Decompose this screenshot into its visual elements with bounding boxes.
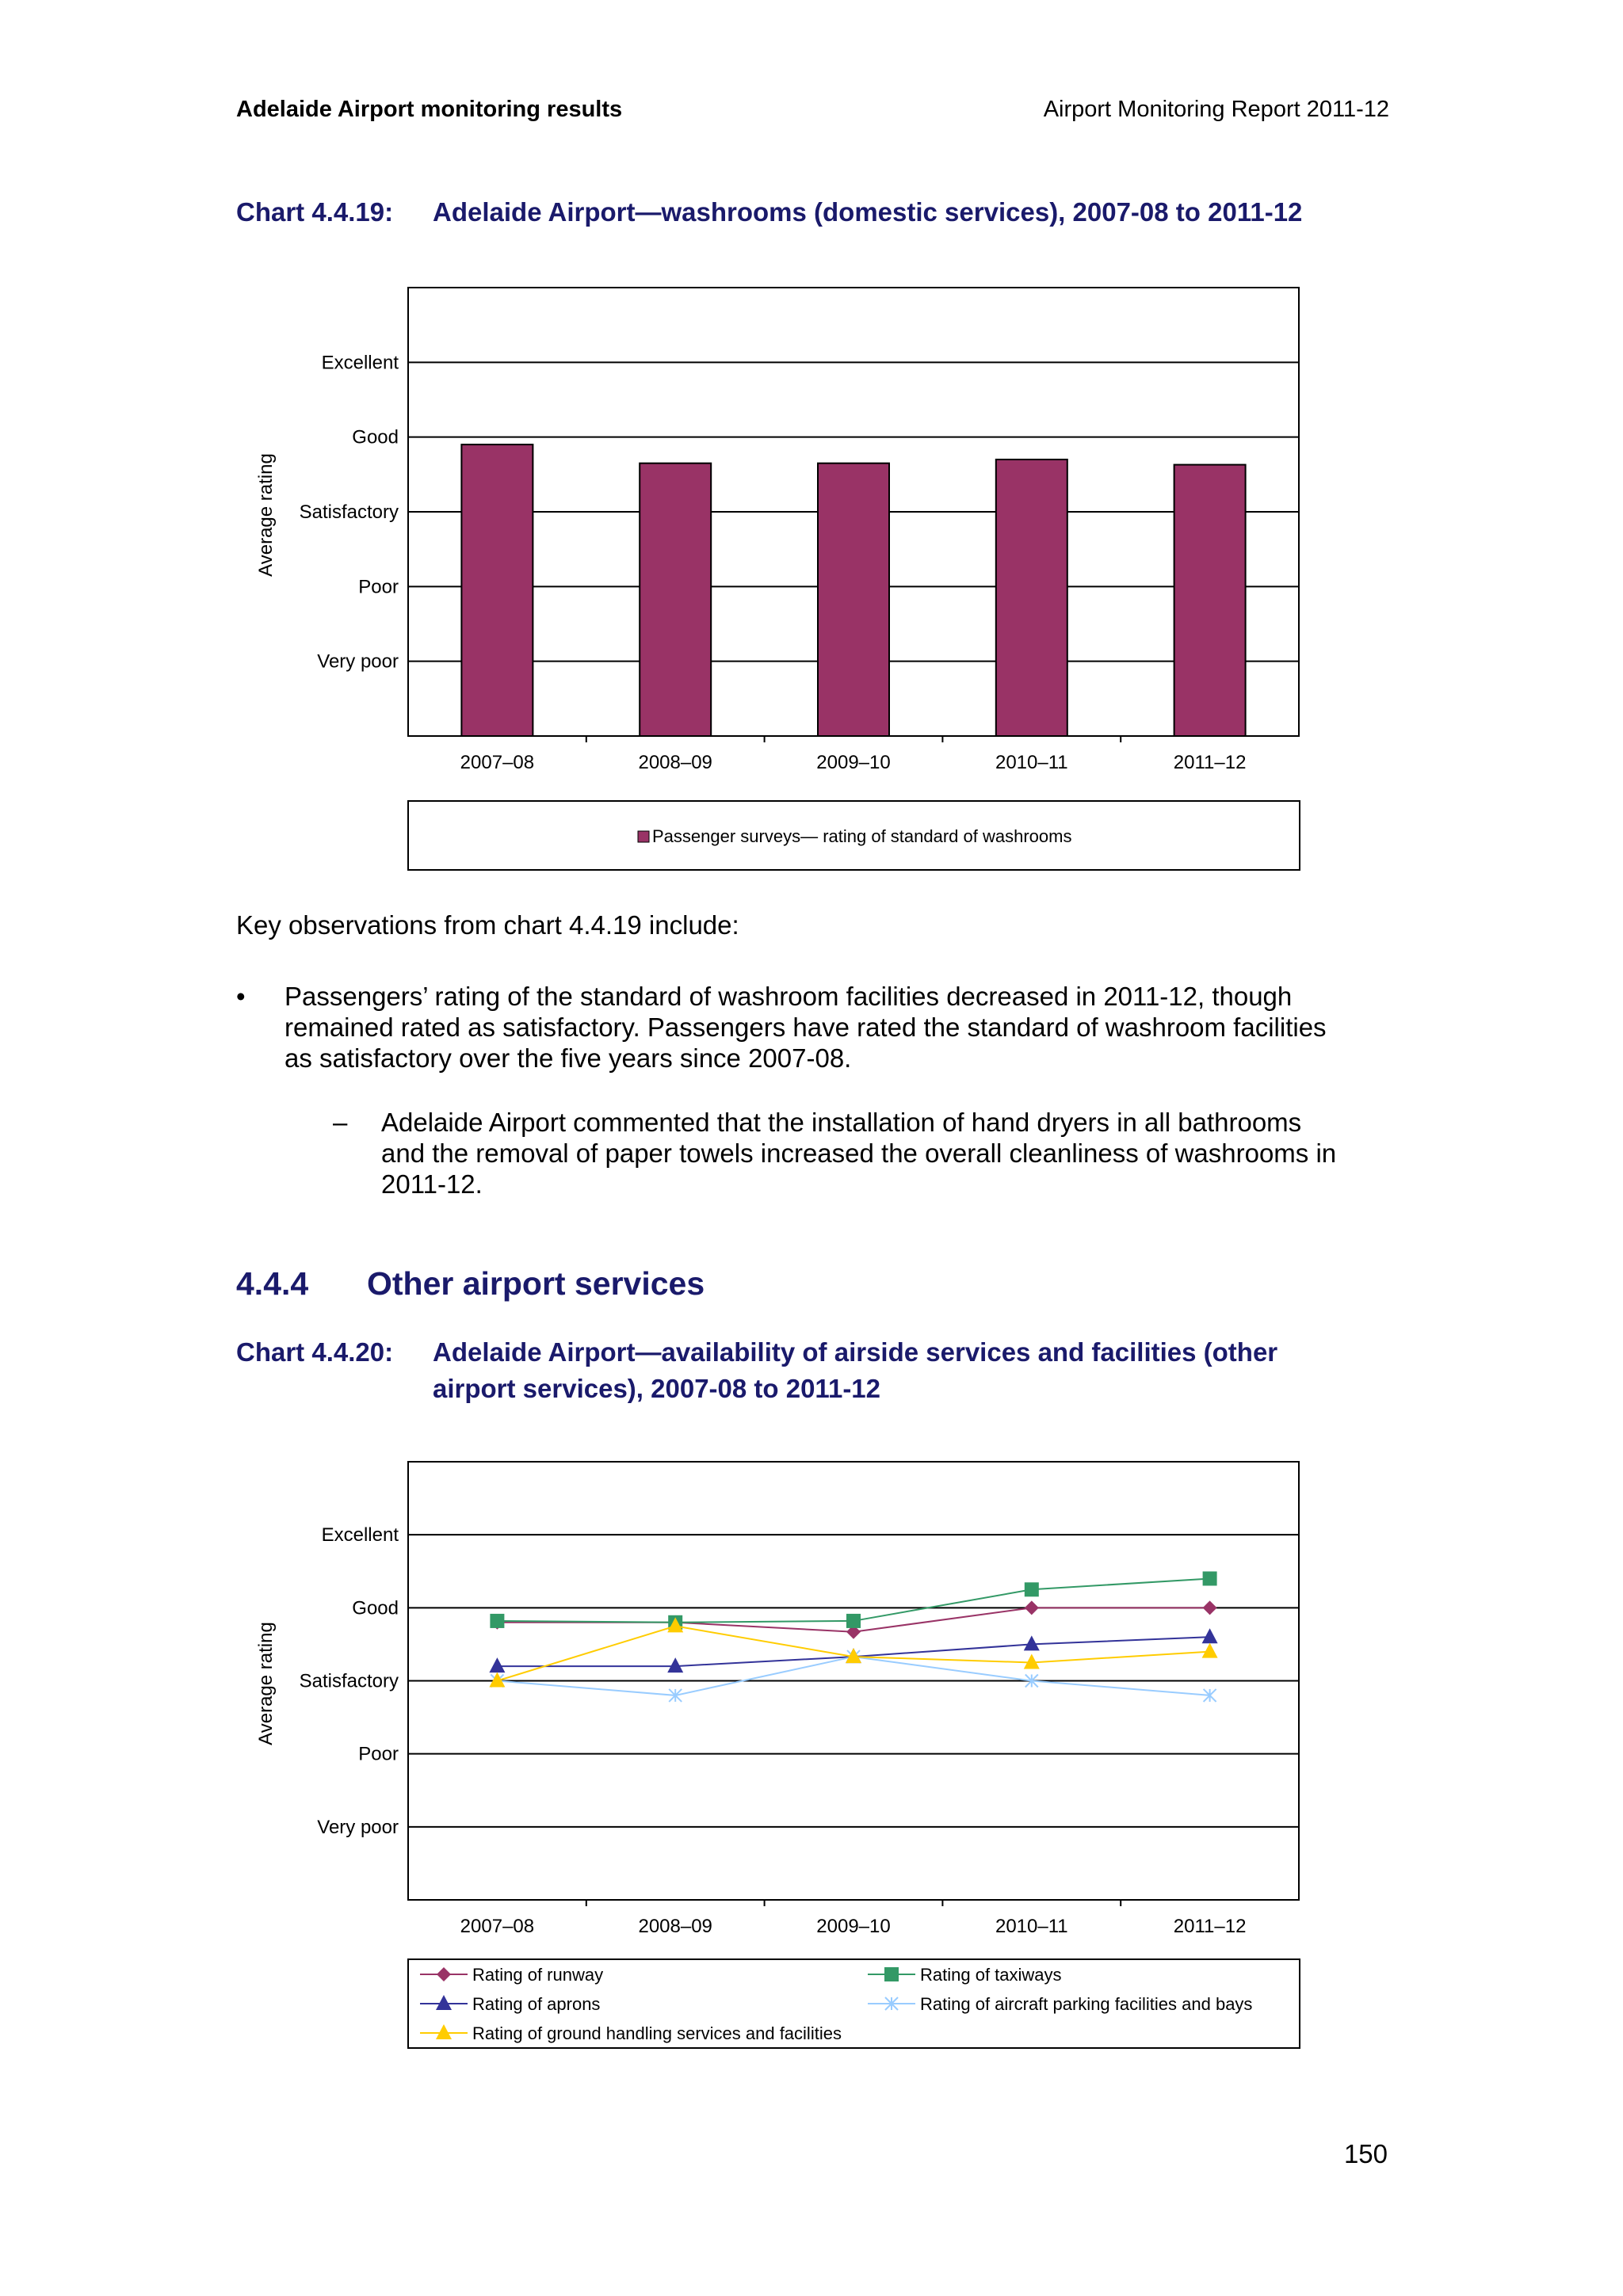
sub-line: and the removal of paper towels increased the overall cleanliness of washrooms in [381, 1138, 1337, 1168]
chart2-legend-label: Rating of taxiways [920, 1965, 1062, 1985]
chart1-bar [818, 463, 889, 736]
observations-intro: Key observations from chart 4.4.19 include: [236, 910, 739, 940]
chart1-bar [640, 463, 711, 736]
bullet-line: Passengers’ rating of the standard of washroom facilities decreased in 2011-12, though [285, 982, 1293, 1011]
chart1-x-tick-label: 2010–11 [995, 752, 1068, 773]
chart2-number: Chart 4.4.20: [236, 1337, 394, 1367]
chart2-x-tick-label: 2010–11 [995, 1916, 1068, 1937]
sub-paragraph [381, 1107, 1336, 1199]
chart1-x-tick-label: 2011–12 [1173, 752, 1247, 773]
bullet-line: as satisfactory over the five years since 2007-08. [285, 1043, 852, 1073]
chart1-legend-label: Passenger surveys— rating of standard of washrooms [652, 826, 1072, 846]
chart2-point [490, 1614, 504, 1628]
chart1-y-tick-label: Satisfactory [299, 502, 399, 523]
sub-line: Adelaide Airport commented that the installation of hand dryers in all bathrooms [381, 1108, 1302, 1137]
chart1-number: Chart 4.4.19: [236, 197, 394, 227]
chart1-y-tick-label: Very poor [317, 650, 399, 673]
chart1-title: Adelaide Airport—washrooms (domestic services), 2007-08 to 2011-12 [433, 197, 1303, 227]
chart2-y-axis-label: Average rating [255, 1622, 277, 1745]
chart2-x-tick-label: 2008–09 [638, 1916, 712, 1937]
chart2-x-tick-label: 2011–12 [1173, 1916, 1247, 1937]
sub-line: 2011-12. [381, 1169, 483, 1199]
chart2-title-line: airport services), 2007-08 to 2011-12 [433, 1374, 881, 1403]
chart1-bar [996, 460, 1067, 736]
chart2-y-tick-label: Poor [358, 1743, 399, 1765]
chart2-x-tick-label: 2007–08 [460, 1916, 535, 1937]
chart2-y-tick-label: Good [352, 1597, 399, 1619]
page-number: 150 [1343, 2139, 1388, 2168]
chart2-y-tick-label: Very poor [317, 1816, 399, 1838]
chart1-svg [0, 0, 1623, 887]
chart1-x-tick-label: 2008–09 [638, 752, 712, 773]
chart2-point [846, 1614, 861, 1628]
running-header-left: Adelaide Airport monitoring results [236, 97, 623, 122]
bullet-paragraph [285, 981, 1327, 1074]
chart2-legend-label: Rating of runway [472, 1965, 604, 1985]
chart1-x-tick-label: 2007–08 [460, 752, 535, 773]
chart1-y-axis-label: Average rating [255, 453, 277, 577]
bullet-marker: • [236, 982, 246, 1011]
chart1-y-tick-label: Good [352, 426, 399, 448]
dash-marker: – [333, 1108, 348, 1137]
chart1-bar [1174, 465, 1246, 736]
chart2-legend-label: Rating of ground handling services and facilities [472, 2023, 842, 2043]
chart2-title [433, 1334, 1384, 1407]
chart2-point [1025, 1582, 1039, 1596]
chart2-x-tick-label: 2009–10 [816, 1916, 891, 1937]
chart2-title-line: Adelaide Airport—availability of airside services and facilities (other [433, 1337, 1278, 1367]
running-header-right: Airport Monitoring Report 2011-12 [1043, 97, 1389, 122]
chart2-legend-label: Rating of aircraft parking facilities and bays [920, 1994, 1253, 2014]
chart2-svg [0, 1426, 1623, 2060]
section-title: Other airport services [367, 1265, 705, 1302]
chart1-y-tick-label: Excellent [321, 352, 399, 374]
chart1-x-tick-label: 2009–10 [816, 752, 891, 773]
section-number: 4.4.4 [236, 1265, 309, 1302]
chart1-y-tick-label: Poor [358, 576, 399, 598]
chart1-bar [461, 444, 533, 736]
chart1-legend-swatch [638, 831, 649, 842]
chart2-legend-label: Rating of aprons [472, 1994, 601, 2014]
chart2-point [884, 1967, 899, 1981]
chart2-y-tick-label: Satisfactory [299, 1670, 399, 1692]
chart2-y-tick-label: Excellent [321, 1524, 399, 1547]
chart2-point [1203, 1571, 1217, 1585]
bullet-line: remained rated as satisfactory. Passengers have rated the standard of washroom facilities [285, 1013, 1327, 1042]
